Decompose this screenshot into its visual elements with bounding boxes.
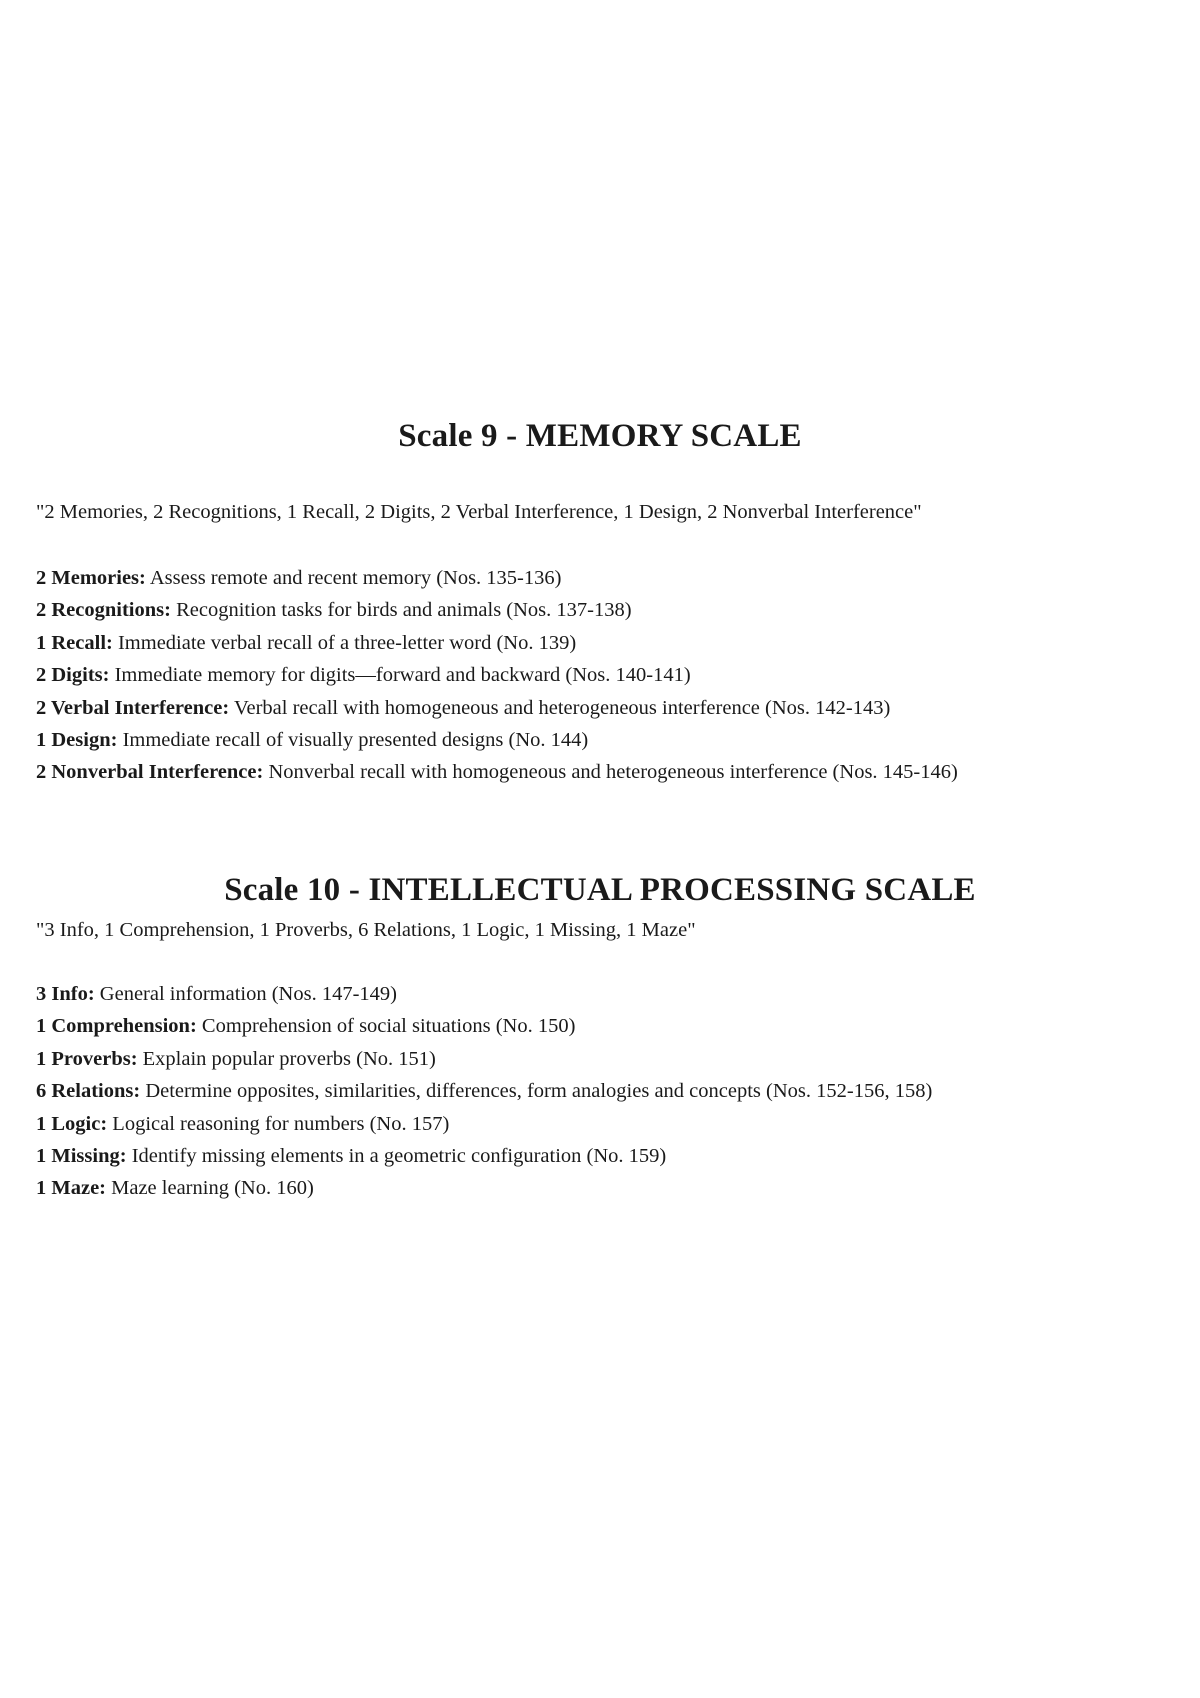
memory-scale-items [36, 562, 1200, 789]
intellectual-processing-scale-items [36, 978, 1200, 1205]
list-item [36, 594, 1200, 626]
item-description: Maze learning (No. 160) [111, 1177, 314, 1200]
list-item [36, 724, 1200, 756]
item-description: Comprehension of social situations (No. 150) [201, 1015, 576, 1038]
list-item [36, 1108, 1200, 1140]
list-item [36, 1043, 1200, 1075]
item-description: Explain popular proverbs (No. 151) [142, 1047, 436, 1070]
item-label: 1 Proverbs: [36, 1047, 138, 1070]
intellectual-processing-scale-summary: "3 Info, 1 Comprehension, 1 Proverbs, 6 Relations, 1 Logic, 1 Missing, 1 Maze" [36, 919, 696, 941]
memory-scale-section [0, 418, 1200, 789]
list-item [36, 1075, 1200, 1107]
list-item [36, 1172, 1200, 1204]
item-description: Nonverbal recall with homogeneous and heterogeneous interference (Nos. 145-146) [268, 761, 958, 784]
item-label: 1 Design: [36, 728, 118, 751]
item-description: Immediate recall of visually presented designs (No. 144) [122, 728, 589, 751]
item-description: Determine opposites, similarities, differences, form analogies and concepts (Nos. 152-156, 158) [145, 1080, 933, 1103]
memory-scale-summary: "2 Memories, 2 Recognitions, 1 Recall, 2 Digits, 2 Verbal Interference, 1 Design, 2 Nonverbal Interference" [36, 501, 922, 523]
item-label: 1 Comprehension: [36, 1015, 197, 1038]
list-item [36, 692, 1200, 724]
list-item [36, 1140, 1200, 1172]
item-label: 2 Verbal Interference: [36, 696, 230, 719]
list-item [36, 562, 1200, 594]
list-item [36, 756, 1200, 788]
item-label: 2 Memories: [36, 567, 146, 589]
item-description: Assess remote and recent memory (Nos. 135-136) [149, 567, 562, 589]
item-label: 1 Missing: [36, 1144, 127, 1167]
list-item [36, 627, 1200, 659]
intellectual-processing-scale-section [0, 872, 1200, 1205]
item-description: Verbal recall with homogeneous and heterogeneous interference (Nos. 142-143) [233, 696, 891, 719]
item-label: 2 Digits: [36, 664, 110, 687]
item-description: Identify missing elements in a geometric configuration (No. 159) [131, 1144, 667, 1167]
item-label: 2 Nonverbal Interference: [36, 761, 264, 784]
item-description: Recognition tasks for birds and animals (Nos. 137-138) [176, 599, 632, 622]
item-label: 1 Recall: [36, 631, 113, 654]
item-description: Immediate verbal recall of a three-letter word (No. 139) [117, 631, 577, 654]
item-label: 6 Relations: [36, 1080, 141, 1103]
item-description: Immediate memory for digits—forward and backward (Nos. 140-141) [114, 664, 691, 687]
list-item [36, 1010, 1200, 1042]
memory-scale-title: Scale 9 - MEMORY SCALE [398, 418, 802, 454]
intellectual-processing-scale-title: Scale 10 - INTELLECTUAL PROCESSING SCALE [224, 872, 976, 908]
item-label: 1 Maze: [36, 1177, 106, 1200]
item-description: General information (Nos. 147-149) [99, 983, 397, 1005]
item-label: 2 Recognitions: [36, 599, 171, 622]
item-label: 1 Logic: [36, 1112, 108, 1135]
item-description: Logical reasoning for numbers (No. 157) [112, 1112, 450, 1135]
list-item [36, 659, 1200, 691]
item-label: 3 Info: [36, 983, 95, 1005]
list-item [36, 978, 1200, 1010]
